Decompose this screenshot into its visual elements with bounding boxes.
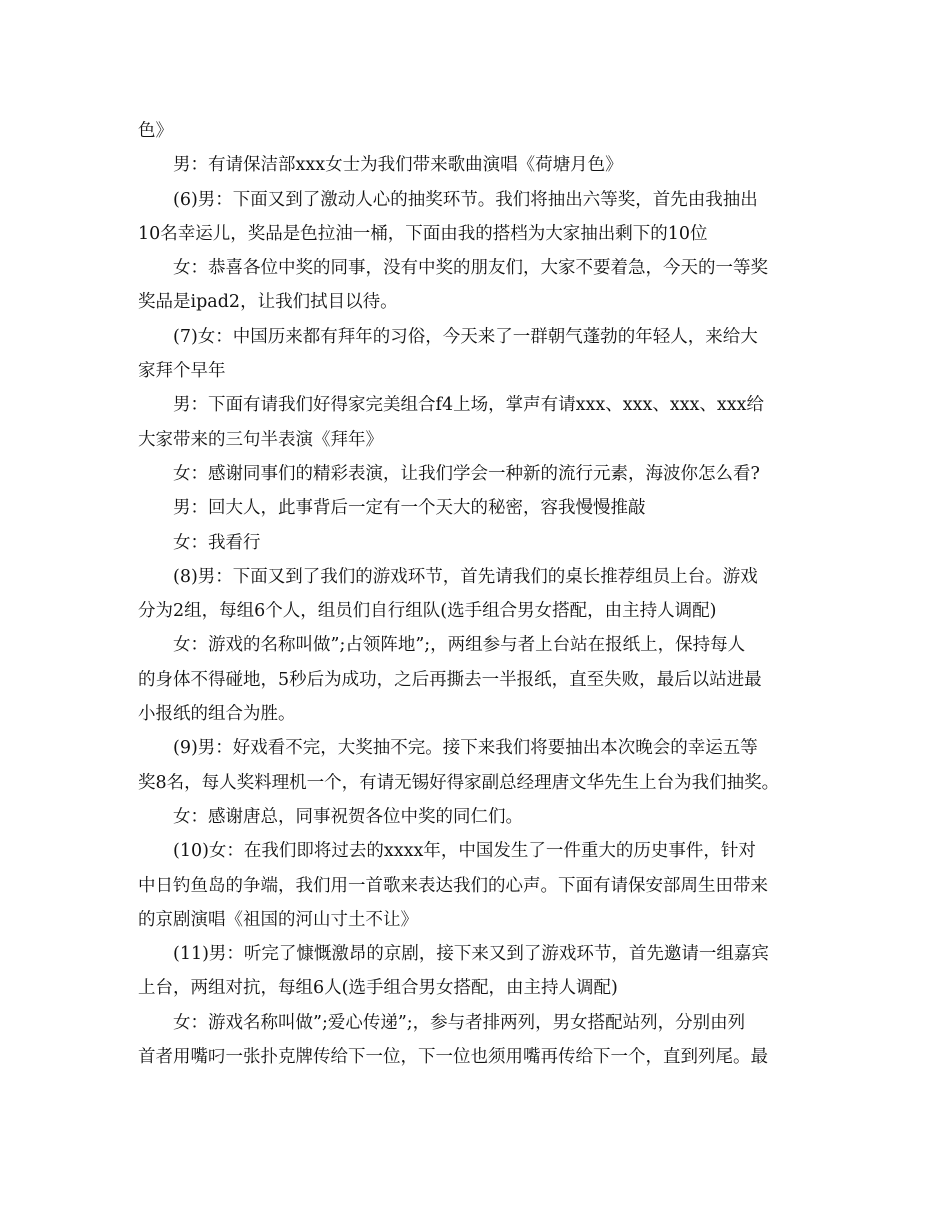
text-line: 上台，两组对抗，每组6人(选手组合男女搭配，由主持人调配) xyxy=(138,978,618,999)
text-line: 女：感谢同事们的精彩表演，让我们学会一种新的流行元素，海波你怎么看? xyxy=(173,463,760,484)
text-line: 奖品是ipad2，让我们拭目以待。 xyxy=(138,292,398,313)
text-line: 女：游戏名称叫做”;爱心传递”;，参与者排两列，男女搭配站列，分别由列 xyxy=(173,1012,746,1033)
text-line: (9)男：好戏看不完，大奖抽不完。接下来我们将要抽出本次晚会的幸运五等 xyxy=(173,738,758,759)
text-line: (8)男：下面又到了我们的游戏环节，首先请我们的桌长推荐组员上台。游戏 xyxy=(173,566,758,587)
text-line: 首者用嘴叼一张扑克牌传给下一位，下一位也须用嘴再传给下一个，直到列尾。最 xyxy=(138,1047,768,1068)
text-line: 大家带来的三句半表演《拜年》 xyxy=(138,429,383,450)
text-line: (6)男：下面又到了激动人心的抽奖环节。我们将抽出六等奖，首先由我抽出 xyxy=(173,189,758,210)
text-line: (7)女：中国历来都有拜年的习俗，今天来了一群朝气蓬勃的年轻人，来给大 xyxy=(173,326,758,347)
text-line: 女：我看行 xyxy=(173,532,261,553)
text-line: (10)女：在我们即将过去的xxxx年，中国发生了一件重大的历史事件，针对 xyxy=(173,841,756,862)
text-line: 家拜个早年 xyxy=(138,361,226,382)
text-line: 女：游戏的名称叫做”;占领阵地”;，两组参与者上台站在报纸上，保持每人 xyxy=(173,635,746,656)
text-line: 男：下面有请我们好得家完美组合f4上场，掌声有请xxx、xxx、xxx、xxx给 xyxy=(173,395,765,416)
text-line: 男：回大人，此事背后一定有一个天大的秘密，容我慢慢推敲 xyxy=(173,498,646,519)
document-body xyxy=(138,114,814,1074)
text-line: 中日钓鱼岛的争端，我们用一首歌来表达我们的心声。下面有请保安部周生田带来 xyxy=(138,875,768,896)
text-line: 小报纸的组合为胜。 xyxy=(138,704,296,725)
text-line: 色》 xyxy=(138,121,173,141)
text-line: 的身体不得碰地，5秒后为成功，之后再撕去一半报纸，直至失败，最后以站进最 xyxy=(138,669,762,690)
text-line: 分为2组，每组6个人，组员们自行组队(选手组合男女搭配，由主持人调配) xyxy=(138,601,717,622)
text-line: 男：有请保洁部xxx女士为我们带来歌曲演唱《荷塘月色》 xyxy=(173,155,623,176)
text-line: 女：感谢唐总，同事祝贺各位中奖的同仁们。 xyxy=(173,806,523,827)
text-line: (11)男：听完了慷慨激昂的京剧，接下来又到了游戏环节，首先邀请一组嘉宾 xyxy=(173,944,769,965)
text-line: 奖8名，每人奖料理机一个，有请无锡好得家副总经理唐文华先生上台为我们抽奖。 xyxy=(138,772,780,793)
text-line: 的京剧演唱《祖国的河山寸土不让》 xyxy=(138,909,418,930)
text-line: 10名幸运儿，奖品是色拉油一桶，下面由我的搭档为大家抽出剩下的10位 xyxy=(138,223,708,244)
text-line: 女：恭喜各位中奖的同事，没有中奖的朋友们，大家不要着急，今天的一等奖 xyxy=(173,258,768,279)
